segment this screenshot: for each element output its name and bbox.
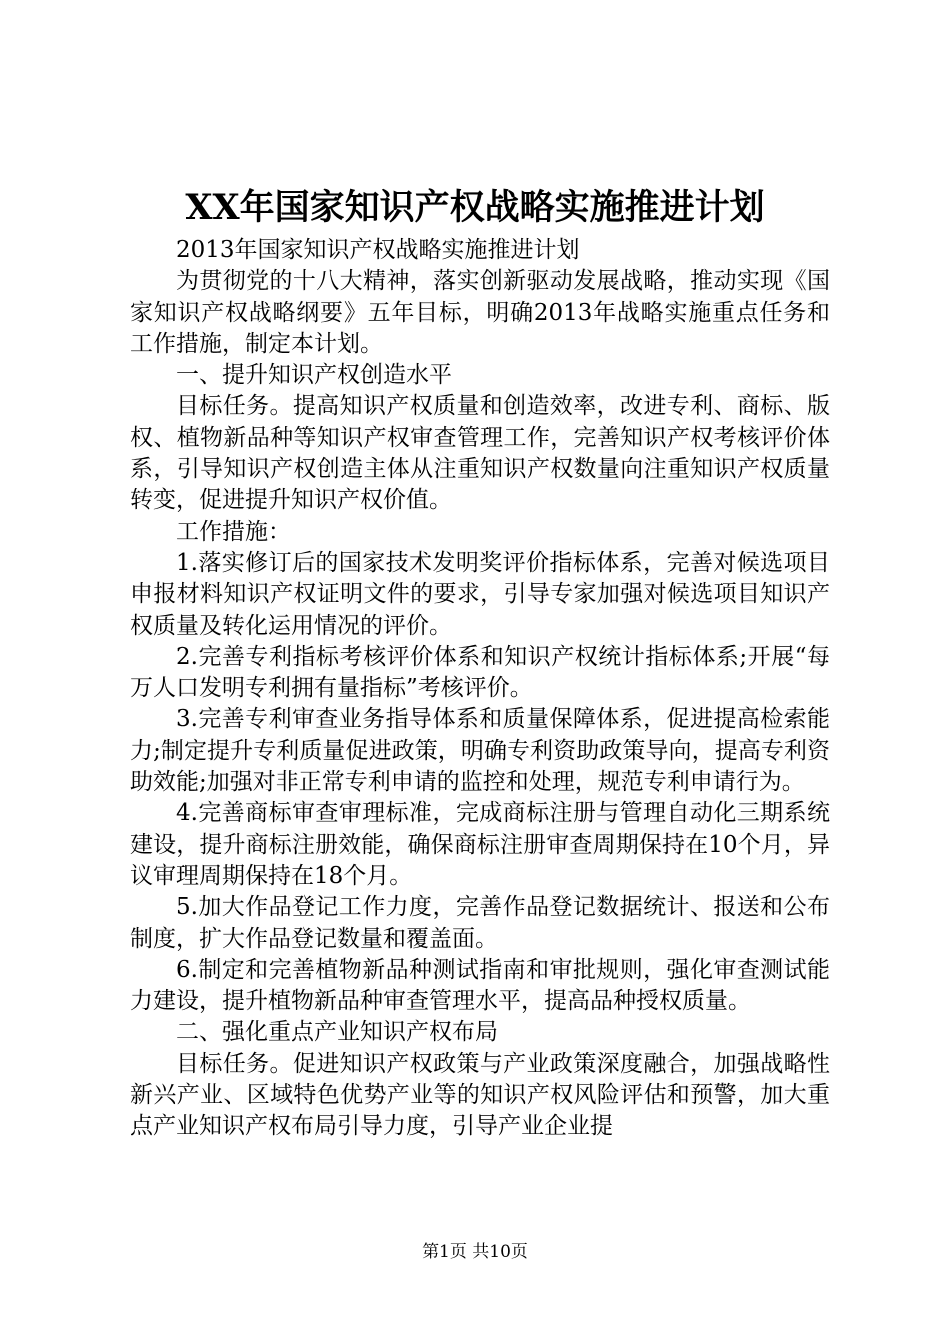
paragraph: 工作措施： bbox=[176, 518, 291, 545]
list-item: 5.加大作品登记工作力度，完善作品登记数据统计、报送和公布制度，扩大作品登记数量和覆盖面。 bbox=[130, 894, 830, 952]
paragraph: 2013年国家知识产权战略实施推进计划 bbox=[176, 237, 580, 263]
paragraph: 目标任务。提高知识产权质量和创造效率，改进专利、商标、版权、植物新品种等知识产权审查管理工作，完善知识产权考核评价体系，引导知识产权创造主体从注重知识产权数量向注重知识产权质量转变，促进提升知识产权价值。 bbox=[130, 393, 830, 514]
paragraph: 为贯彻党的十八大精神，落实创新驱动发展战略，推动实现《国家知识产权战略纲要》五年目标，明确2013年战略实施重点任务和工作措施，制定本计划。 bbox=[130, 268, 830, 357]
document-title: XX年国家知识产权战略实施推进计划 bbox=[185, 187, 765, 228]
list-item: 6.制定和完善植物新品种测试指南和审批规则，强化审查测试能力建设，提升植物新品种审查管理水平，提高品种授权质量。 bbox=[130, 956, 830, 1015]
list-item: 3.完善专利审查业务指导体系和质量保障体系，促进提高检索能力;制定提升专利质量促进政策，明确专利资助政策导向，提高专利资助效能;加强对非正常专利申请的监控和处理，规范专利申请行为。 bbox=[130, 706, 830, 796]
paragraph: 目标任务。促进知识产权政策与产业政策深度融合，加强战略性新兴产业、区域特色优势产业等的知识产权风险评估和预警，加大重点产业知识产权布局引导力度，引导产业企业提 bbox=[130, 1050, 830, 1140]
document-body bbox=[130, 235, 830, 1143]
list-item: 2.完善专利指标考核评价体系和知识产权统计指标体系;开展“每万人口发明专利拥有量指标”考核评价。 bbox=[130, 643, 830, 702]
list-item: 4.完善商标审查审理标准，完成商标注册与管理自动化三期系统建设，提升商标注册效能，确保商标注册审查周期保持在10个月，异议审理周期保持在18个月。 bbox=[130, 800, 830, 889]
page-number-footer: 第1页 共10页 bbox=[422, 1242, 528, 1262]
list-item: 1.落实修订后的国家技术发明奖评价指标体系，完善对候选项目申报材料知识产权证明文件的要求，引导专家加强对候选项目知识产权质量及转化运用情况的评价。 bbox=[130, 549, 830, 639]
section-heading: 二、强化重点产业知识产权布局 bbox=[176, 1019, 498, 1046]
section-heading: 一、提升知识产权创造水平 bbox=[176, 362, 452, 389]
